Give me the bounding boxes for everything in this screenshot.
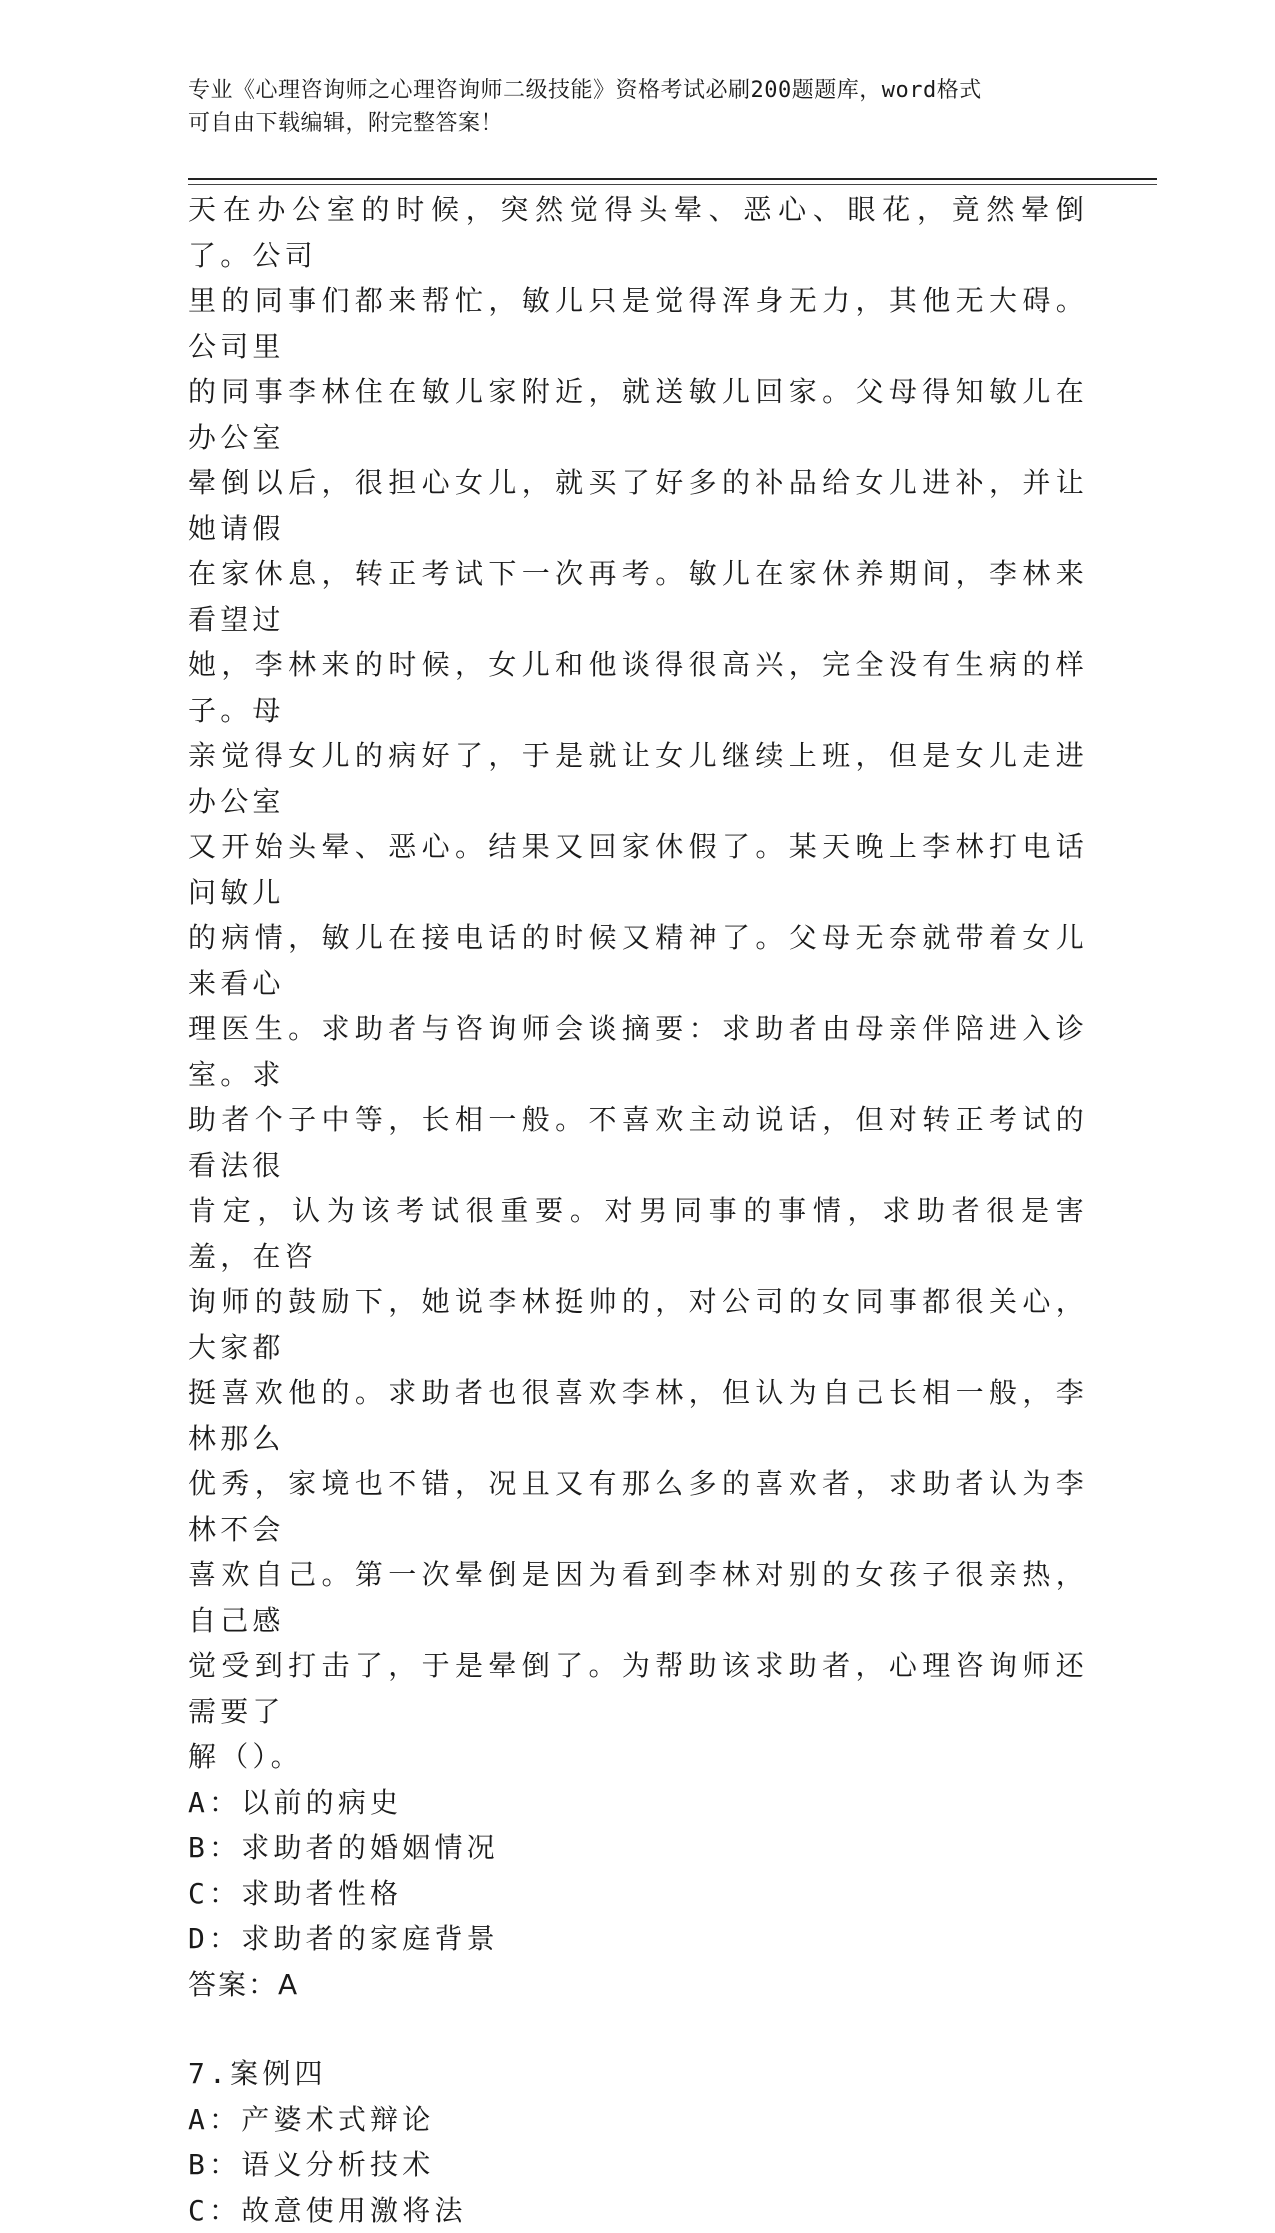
option-b: B：求助者的婚姻情况: [188, 1825, 1088, 1871]
passage-line: 助者个子中等，长相一般。不喜欢主动说话，但对转正考试的看法很: [188, 1097, 1088, 1188]
passage-line: 天在办公室的时候，突然觉得头晕、恶心、眼花，竟然晕倒了。公司: [188, 187, 1088, 278]
header-divider-thin: [188, 184, 1157, 185]
passage-line: 询师的鼓励下，她说李林挺帅的，对公司的女同事都很关心，大家都: [188, 1279, 1088, 1370]
passage-line: 优秀，家境也不错，况且又有那么多的喜欢者，求助者认为李林不会: [188, 1461, 1088, 1552]
passage-line: 喜欢自己。第一次晕倒是因为看到李林对别的女孩子很亲热，自己感: [188, 1552, 1088, 1643]
option-c: C：故意使用激将法: [188, 2188, 1088, 2233]
passage-line: 的同事李林住在敏儿家附近，就送敏儿回家。父母得知敏儿在办公室: [188, 369, 1088, 460]
option-a: A：以前的病史: [188, 1780, 1088, 1826]
answer-line: 答案：A: [188, 1962, 1088, 2008]
header-line-2: 可自由下载编辑，附完整答案！: [188, 107, 1068, 140]
header-divider: [188, 178, 1157, 180]
option-d: D：求助者的家庭背景: [188, 1916, 1088, 1962]
passage-line: 又开始头晕、恶心。结果又回家休假了。某天晚上李林打电话问敏儿: [188, 824, 1088, 915]
document-body: [188, 187, 1088, 2233]
question-title: 7.案例四: [188, 2051, 1088, 2097]
question-6-passage: [188, 187, 1088, 1780]
passage-line: 解（）。: [188, 1734, 1088, 1780]
passage-line: 亲觉得女儿的病好了，于是就让女儿继续上班，但是女儿走进办公室: [188, 733, 1088, 824]
passage-line: 她，李林来的时候，女儿和他谈得很高兴，完全没有生病的样子。母: [188, 642, 1088, 733]
question-6-options: [188, 1780, 1088, 1962]
option-b: B：语义分析技术: [188, 2142, 1088, 2188]
passage-line: 理医生。求助者与咨询师会谈摘要：求助者由母亲伴陪进入诊室。求: [188, 1006, 1088, 1097]
question-7: [188, 2051, 1088, 2233]
passage-line: 晕倒以后，很担心女儿，就买了好多的补品给女儿进补，并让她请假: [188, 460, 1088, 551]
page-header: [188, 74, 1068, 140]
passage-line: 肯定，认为该考试很重要。对男同事的事情，求助者很是害羞，在咨: [188, 1188, 1088, 1279]
option-c: C：求助者性格: [188, 1871, 1088, 1917]
option-a: A：产婆术式辩论: [188, 2097, 1088, 2143]
passage-line: 的病情，敏儿在接电话的时候又精神了。父母无奈就带着女儿来看心: [188, 915, 1088, 1006]
passage-line: 挺喜欢他的。求助者也很喜欢李林，但认为自己长相一般，李林那么: [188, 1370, 1088, 1461]
spacer: [188, 2007, 1088, 2051]
passage-line: 在家休息，转正考试下一次再考。敏儿在家休养期间，李林来看望过: [188, 551, 1088, 642]
header-line-1: 专业《心理咨询师之心理咨询师二级技能》资格考试必刷200题题库，word格式: [188, 74, 1068, 107]
passage-line: 觉受到打击了，于是晕倒了。为帮助该求助者，心理咨询师还需要了: [188, 1643, 1088, 1734]
passage-line: 里的同事们都来帮忙，敏儿只是觉得浑身无力，其他无大碍。公司里: [188, 278, 1088, 369]
